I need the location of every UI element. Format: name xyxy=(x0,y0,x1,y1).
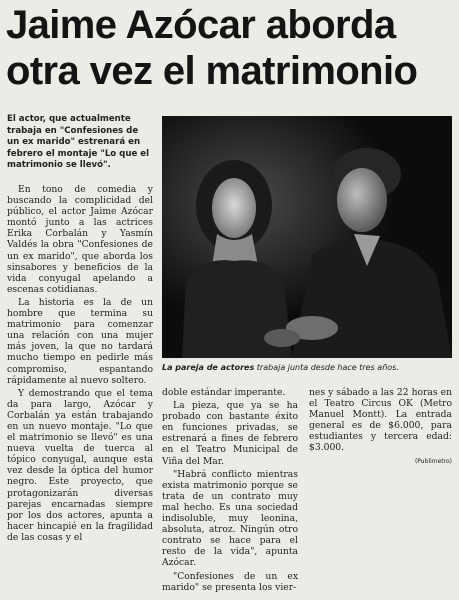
article-column-3 xyxy=(309,387,452,467)
paragraph: En tono de comedia y buscando la complicidad del público, el actor Jaime Azócar montó junto a las actrices Erika Corbalán y Yasmín Valdés la obra "Confesiones de un ex marido", que aborda los sinsabores y beneficios de la vida conyugal apelando a escenas cotidianas. xyxy=(7,184,153,295)
paragraph: Y demostrando que el tema da para largo, Azócar y Corbalán ya están trabajando en un nuevo montaje. "Lo que el matrimonio se llevó" es una nueva vuelta de tuerca al tópico conyugal, aunque esta vez desde la óptica del humor negro. Este proyecto, que protagonizarán diversas parejas encarnadas siempre por los dos actores, apunta a hacer hincapié en la fragilidad de las cosas y el xyxy=(7,387,153,543)
paragraph: La pieza, que ya se ha probado con bastante éxito en funciones privadas, se estrenará a fines de febrero en el Teatro Municipal de Viña del Mar. xyxy=(162,400,298,467)
paragraph: nes y sábado a las 22 horas en el Teatro Circus OK (Metro Manuel Montt). La entrada general es de $6.000, para estudiantes y tercera edad: $3.000. xyxy=(309,387,452,454)
lead-paragraph: El actor, que actualmente trabaja en "Confesiones de un ex marido" estrenará en febrero el montaje "Lo que el matrimonio se llevó". xyxy=(7,114,150,171)
paragraph: doble estándar imperante. xyxy=(162,387,286,398)
photo-caption-text: trabaja junta desde hace tres años. xyxy=(256,363,399,372)
article-column-2 xyxy=(162,387,298,593)
actors-photo xyxy=(162,116,452,358)
actors-photo-graphic xyxy=(162,116,452,358)
headline xyxy=(6,2,456,94)
paragraph: "Habrá conflicto mientras exista matrimonio porque se trata de un contrato muy mal hecho. Es una sociedad indisoluble, muy leonina, absoluta, atroz. Ningún otro contrato se hace para el resto de la vida", apunta Azócar. xyxy=(162,468,298,569)
source-credit: (Publimetro) xyxy=(414,457,452,465)
article-column-1 xyxy=(7,184,153,543)
photo-caption-bold: La pareja de actores xyxy=(162,363,255,372)
paragraph: "Confesiones de un ex marido" se presenta los vier- xyxy=(162,570,298,593)
photo-caption xyxy=(162,362,454,373)
paragraph: La historia es la de un hombre que termina su matrimonio para comenzar una relación con una mujer más joven, la que no tardará mucho tiempo en pedirle más compromiso, espantando rápidamente al nuevo soltero. xyxy=(7,296,153,386)
headline-line-2: otra vez el matrimonio xyxy=(6,49,418,93)
headline-line-1: Jaime Azócar aborda xyxy=(6,3,396,47)
